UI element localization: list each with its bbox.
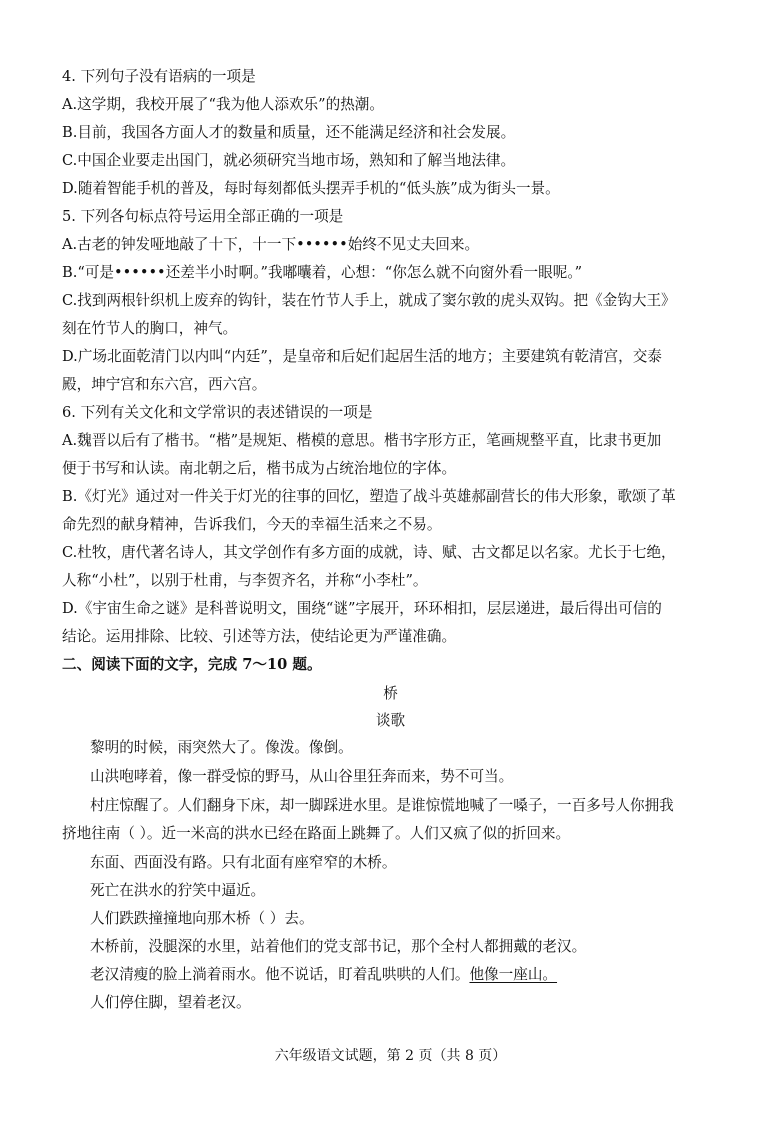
question-5-stem: 5. 下列各句标点符号运用全部正确的一项是 — [62, 208, 344, 225]
question-6-option-b-line2: 命先烈的献身精神，告诉我们，今天的幸福生活来之不易。 — [62, 516, 442, 533]
question-4-option-a: A.这学期，我校开展了“我为他人添欢乐”的热潮。 — [62, 96, 384, 113]
question-6-option-d-line2: 结论。运用排除、比较、引述等方法，使结论更为严谨准确。 — [62, 628, 457, 645]
passage-paragraph-6: 人们跌跌撞撞地向那木桥（ ）去。 — [90, 910, 314, 927]
passage-paragraph-3-line1: 村庄惊醒了。人们翻身下床，却一脚踩进水里。是谁惊慌地喊了一嗓子，一百多号人你拥我 — [90, 797, 674, 814]
passage-paragraph-2: 山洪咆哮着，像一群受惊的野马，从山谷里狂奔而来，势不可当。 — [90, 768, 514, 785]
passage-paragraph-8 — [90, 965, 741, 985]
question-6-option-c-line1: C.杜牧，唐代著名诗人，其文学创作有多方面的成就，诗、赋、古文都足以名家。尤长于七绝， — [62, 544, 676, 561]
passage-paragraph-4: 东面、西面没有路。只有北面有座窄窄的木桥。 — [90, 854, 397, 871]
underlined-sentence: 他像一座山。 — [469, 966, 558, 983]
passage-title: 桥 — [383, 685, 398, 702]
question-5-option-c-line1: C.找到两根针织机上废弃的钩针，装在竹节人手上，就成了窦尔敦的虎头双钩。把《金钩大王》 — [62, 292, 676, 309]
passage-paragraph-7: 木桥前，没腿深的水里，站着他们的党支部书记，那个全村人都拥戴的老汉。 — [90, 938, 587, 955]
question-6-option-d-line1: D.《宇宙生命之谜》是科普说明文，围绕“谜”字展开，环环相扣，层层递进，最后得出可信的 — [62, 600, 662, 617]
question-5-option-c-line2: 刻在竹节人的胸口，神气。 — [62, 320, 238, 337]
passage-author: 谈歌 — [375, 712, 406, 729]
question-5-option-b: B.“可是••••••还差半小时啊。”我嘟囔着，心想：“你怎么就不向窗外看一眼呢。” — [62, 264, 583, 281]
page-footer: 六年级语文试题，第 2 页（共 8 页） — [274, 1048, 507, 1064]
question-6-option-c-line2: 人称“小杜”，以别于杜甫，与李贺齐名，并称“小李杜”。 — [62, 572, 428, 589]
section-2-heading: 二、阅读下面的文字，完成 7～10 题。 — [62, 656, 322, 673]
question-4-option-b: B.目前，我国各方面人才的数量和质量，还不能满足经济和社会发展。 — [62, 124, 516, 141]
question-4-option-c: C.中国企业要走出国门，就必须研究当地市场，熟知和了解当地法律。 — [62, 152, 516, 169]
question-6-option-b-line1: B.《灯光》通过对一件关于灯光的往事的回忆，塑造了战斗英雄郝副营长的伟大形象，歌颂了革 — [62, 488, 676, 505]
question-4-stem: 4. 下列句子没有语病的一项是 — [62, 68, 256, 85]
question-6-stem: 6. 下列有关文化和文学常识的表述错误的一项是 — [62, 404, 373, 421]
question-5-option-d-line1: D.广场北面乾清门以内叫“内廷”，是皇帝和后妃们起居生活的地方；主要建筑有乾清宫，交泰 — [62, 348, 662, 365]
passage-paragraph-3-line2: 挤地往南（ ）。近一米高的洪水已经在路面上跳舞了。人们又疯了似的折回来。 — [62, 825, 571, 842]
question-6-option-a-line1: A.魏晋以后有了楷书。“楷”是规矩、楷模的意思。楷书字形方正，笔画规整平直，比隶书更加 — [62, 432, 662, 449]
passage-paragraph-1: 黎明的时候，雨突然大了。像泼。像倒。 — [90, 739, 353, 756]
question-5-option-d-line2: 殿，坤宁宫和东六宫，西六宫。 — [62, 376, 267, 393]
question-6-option-a-line2: 便于书写和认读。南北朝之后，楷书成为占统治地位的字体。 — [62, 460, 457, 477]
paragraph-8-text: 老汉清瘦的脸上淌着雨水。他不说话，盯着乱哄哄的人们。 — [90, 966, 470, 983]
passage-paragraph-5: 死亡在洪水的狞笑中逼近。 — [90, 882, 266, 899]
passage-paragraph-9: 人们停住脚，望着老汉。 — [90, 994, 251, 1011]
question-5-option-a: A.古老的钟发哑地敲了十下，十一下••••••始终不见丈夫回来。 — [62, 236, 480, 253]
question-4-option-d: D.随着智能手机的普及，每时每刻都低头摆弄手机的“低头族”成为街头一景。 — [62, 180, 560, 197]
